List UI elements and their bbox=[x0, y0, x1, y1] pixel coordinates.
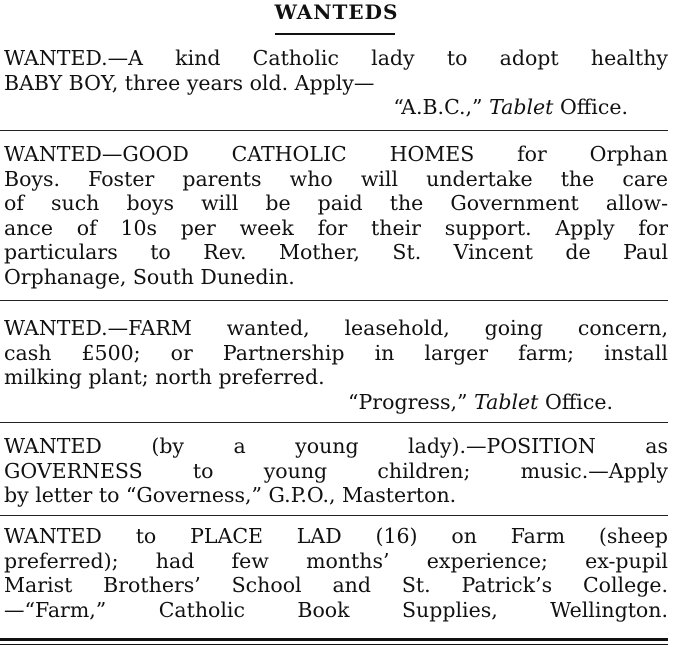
ad-text bbox=[4, 434, 668, 508]
heading-underline bbox=[275, 33, 395, 35]
divider bbox=[0, 422, 668, 423]
ad-line: Marist Brothers’ School and St. Patrick’s College. bbox=[4, 573, 668, 598]
ad-text bbox=[4, 316, 668, 390]
sig-text: “A.B.C.,” bbox=[393, 95, 490, 120]
ad-signature bbox=[4, 95, 668, 120]
sig-text: Office. bbox=[553, 95, 628, 120]
ad-line: particulars to Rev. Mother, St. Vincent de Paul bbox=[4, 240, 668, 265]
ad-text bbox=[4, 46, 668, 95]
ad-line: WANTED.—FARM wanted, leasehold, going concern, bbox=[4, 316, 668, 340]
sig-italic: Tablet bbox=[489, 95, 554, 120]
ad-line: WANTED.—A kind Catholic lady to adopt healthy bbox=[4, 46, 668, 70]
ad-signature bbox=[4, 390, 668, 415]
sig-text: Office. bbox=[538, 389, 613, 414]
ad-line: Orphanage, South Dunedin. bbox=[4, 264, 295, 289]
ad-line: ance of 10s per week for their support. Apply for bbox=[4, 215, 668, 240]
divider bbox=[0, 300, 668, 301]
divider bbox=[0, 130, 668, 131]
ad-place-lad bbox=[4, 524, 668, 622]
ad-line: Boys. Foster parents who will undertake the care bbox=[4, 166, 668, 191]
page-heading: WANTEDS bbox=[274, 0, 399, 24]
ad-catholic-homes bbox=[4, 142, 668, 290]
sig-text: “Progress,” bbox=[348, 389, 475, 414]
ad-line: WANTED—GOOD CATHOLIC HOMES for Orphan bbox=[4, 142, 668, 166]
ad-line: BABY BOY, three years old. Apply— bbox=[4, 70, 375, 95]
ad-farm-wanted bbox=[4, 316, 668, 414]
ad-line: —“Farm,” Catholic Book Supplies, Wellington. bbox=[4, 597, 668, 622]
sig-italic: Tablet bbox=[474, 389, 539, 414]
ad-text bbox=[4, 142, 668, 290]
ad-line: WANTED to PLACE LAD (16) on Farm (sheep bbox=[4, 524, 668, 548]
bottom-double-rule bbox=[0, 638, 668, 645]
ad-line: of such boys will be paid the Government allow- bbox=[4, 191, 668, 216]
ad-line: WANTED (by a young lady).—POSITION as bbox=[4, 434, 668, 458]
ad-text bbox=[4, 524, 668, 622]
divider bbox=[0, 515, 668, 516]
ad-adopt-baby bbox=[4, 46, 668, 120]
ad-line: milking plant; north preferred. bbox=[4, 365, 325, 390]
ad-line: preferred); had few months’ experience; ex-pupil bbox=[4, 548, 668, 573]
ad-line: by letter to “Governess,” G.P.O., Masterton. bbox=[4, 483, 457, 508]
ad-governess bbox=[4, 434, 668, 508]
ad-line: GOVERNESS to young children; music.—Apply bbox=[4, 458, 668, 483]
ad-line: cash £500; or Partnership in larger farm; install bbox=[4, 340, 668, 365]
